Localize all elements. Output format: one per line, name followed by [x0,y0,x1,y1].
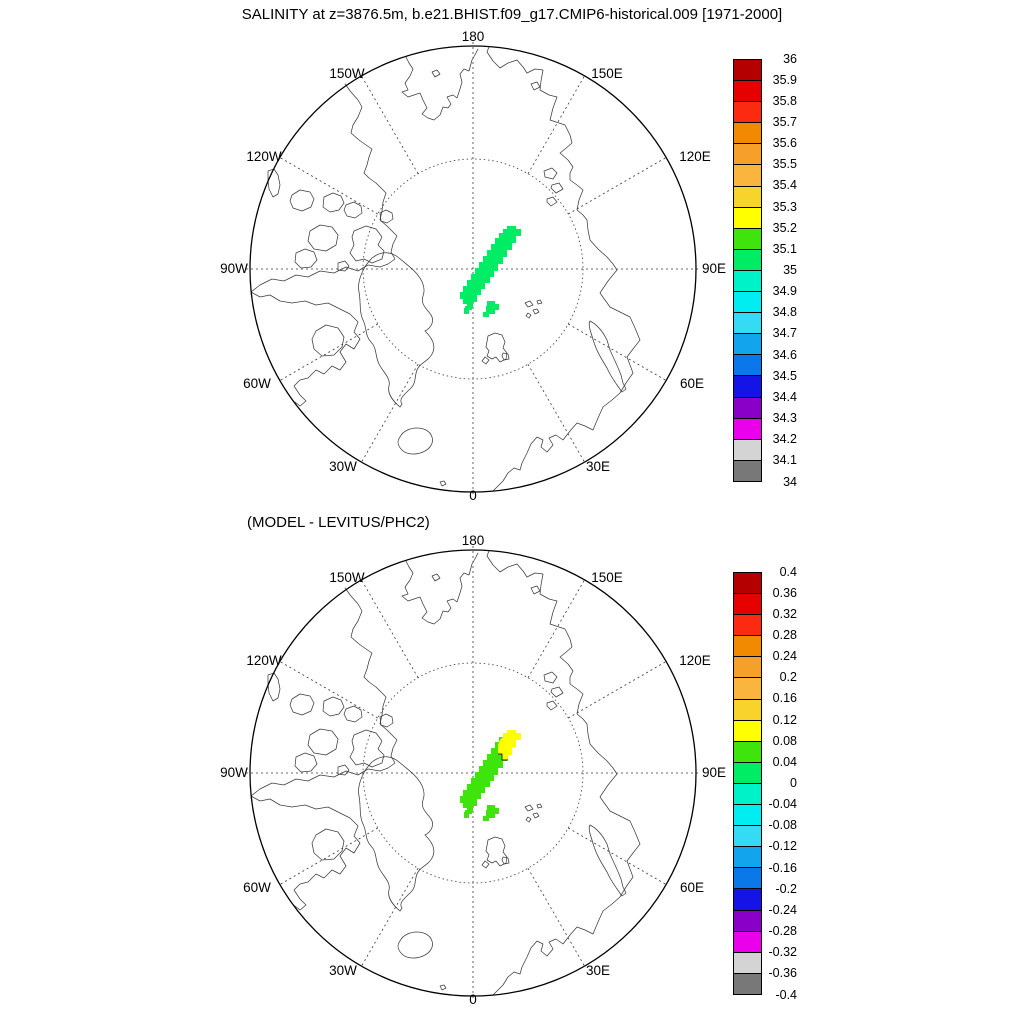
longitude-label: 150W [329,66,365,81]
colorbar-segment [733,101,762,123]
colorbar-tick-label: 0.2 [779,670,797,685]
colorbar-segment [733,333,762,355]
coastline [308,729,338,755]
data-patches [460,730,521,821]
colorbar-tick-label: 34.7 [772,326,797,341]
colorbar-segment [733,572,762,594]
coastline [251,84,397,406]
data-patches [460,226,521,317]
colorbar-segment [733,80,762,102]
colorbar-tick-label: 0.4 [779,564,797,579]
longitude-label: 60W [243,880,271,895]
colorbar-segment [733,973,762,995]
colorbar-tick-label: 35.5 [772,157,797,172]
colorbar-segment [733,122,762,144]
longitude-label: 90E [701,765,727,780]
coastline [402,553,478,624]
longitude-label: 120E [679,653,711,668]
coastline [350,226,384,263]
colorbar-tick-label: -0.32 [768,945,797,960]
colorbar-segment [733,931,762,953]
shaded-region [483,301,499,317]
coastline [350,730,384,767]
colorbar-difference [733,564,803,1002]
longitude-label: 30W [329,963,357,978]
coastline [380,210,393,223]
colorbar-segment [733,59,762,81]
coastline [251,588,397,910]
colorbar-tick-label: 34.3 [772,411,797,426]
coastline [482,861,489,868]
coastline [533,813,539,818]
longitude-label: 60W [243,376,271,391]
coastline [402,49,478,120]
colorbar-segment [733,375,762,397]
colorbar-tick-label: 34.2 [772,432,797,447]
coastline [531,82,540,90]
colorbar-tick-label: 35.7 [772,114,797,129]
colorbar [733,572,762,995]
colorbar-segment [733,418,762,440]
coastline [344,202,362,218]
longitude-label: 120W [246,149,282,164]
longitude-label: 60E [679,376,705,391]
colorbar-segment [733,888,762,910]
colorbar-segment [733,354,762,376]
coastline [486,837,507,866]
shaded-region [464,306,472,314]
coastline [312,829,344,860]
colorbar-segment [733,164,762,186]
coastline [589,825,626,896]
colorbar-segment [733,635,762,657]
coastline [338,261,349,271]
coastline [338,765,349,775]
shaded-region [460,226,521,308]
colorbar-segment [733,186,762,208]
coastline [295,753,317,772]
colorbar-segment [733,270,762,292]
colorbar-tick-label: 0.28 [772,627,797,642]
longitude-label: 90W [220,765,248,780]
coastline [440,985,446,990]
colorbar-segment [733,143,762,165]
colorbar-tick-label: 0.24 [772,649,797,664]
colorbar-segment [733,291,762,313]
coastline [440,481,446,486]
colorbar-tick-label: 35 [783,263,797,277]
longitude-label: 120W [246,653,282,668]
coastline [432,70,440,77]
coastline [589,321,626,392]
colorbar-tick-label: 34.8 [772,305,797,320]
coastline [525,301,533,307]
colorbar-segment [733,741,762,763]
longitude-label: 30E [585,963,611,978]
colorbar-tick-label: -0.08 [768,818,797,833]
coastline [323,697,344,716]
colorbar-tick-label: 0 [790,776,797,790]
coastline [290,190,314,211]
graticule [246,42,700,496]
colorbar-segment [733,249,762,271]
coastline [537,804,542,808]
longitude-label: 120E [679,149,711,164]
map-canvas [210,527,740,1019]
coastline [526,817,531,822]
colorbar-tick-label: 0.04 [772,754,797,769]
coastline [525,805,533,811]
colorbar-tick-label: 35.1 [772,241,797,256]
colorbar-tick-label: 35.6 [772,136,797,151]
coastline [312,325,344,356]
colorbar-tick-label: 35.4 [772,178,797,193]
longitude-label: 150W [329,570,365,585]
colorbar-tick-label: 0.08 [772,733,797,748]
longitude-label: 30E [585,459,611,474]
longitude-label: 180 [461,533,485,548]
colorbar-tick-label: -0.2 [775,881,797,896]
colorbar-tick-label: -0.12 [768,839,797,854]
colorbar-tick-label: 34.1 [772,453,797,468]
colorbar-tick-label: 0.32 [772,606,797,621]
colorbar-segment [733,439,762,461]
coastline [551,183,563,193]
coastline [526,313,531,318]
coastline [359,253,434,407]
colorbar-segment [733,846,762,868]
longitude-label: 0 [469,992,477,1007]
coastline [544,168,557,179]
colorbar-segment [733,593,762,615]
colorbar-tick-label: 34.9 [772,284,797,299]
colorbar-tick-label: 0.36 [772,585,797,600]
colorbar-tick-label: -0.04 [768,797,797,812]
colorbar-tick-label: 35.8 [772,93,797,108]
longitude-label: 90W [220,261,248,276]
colorbar-tick-label: 34.5 [772,368,797,383]
colorbar-segment [733,699,762,721]
colorbar-tick-label: 0.16 [772,691,797,706]
colorbar-tick-label: 35.2 [772,220,797,235]
colorbar-segment [733,762,762,784]
coastline [531,586,540,594]
colorbar-tick-label: 36 [783,51,797,66]
coastline [544,672,557,683]
coastline [398,428,433,454]
coastline [551,687,563,697]
colorbar-tick-label: 34.6 [772,347,797,362]
longitude-label: 60E [679,880,705,895]
colorbar [733,59,762,482]
colorbar-tick-label: -0.4 [775,987,797,1002]
colorbar-salinity [733,51,803,489]
graticule [246,546,700,1000]
coastline [547,701,557,710]
longitude-label: 0 [469,488,477,503]
colorbar-segment [733,460,762,482]
coastline [482,357,489,364]
shaded-region [464,810,472,818]
colorbar-segment [733,207,762,229]
colorbar-tick-label: -0.28 [768,924,797,939]
colorbar-segment [733,228,762,250]
coastline [398,932,433,958]
coastline [344,706,362,722]
coastline [537,300,542,304]
colorbar-segment [733,952,762,974]
colorbar-tick-label: 35.3 [772,199,797,214]
colorbar-tick-label: 35.9 [772,72,797,87]
longitude-label: 180 [461,29,485,44]
colorbar-segment [733,910,762,932]
coastline [290,694,314,715]
colorbar-segment [733,677,762,699]
longitude-label: 30W [329,459,357,474]
coastline [359,757,434,911]
coastline [547,197,557,206]
difference-panel-title: (MODEL - LEVITUS/PHC2) [247,514,430,531]
coastline [268,169,280,197]
coastline [268,673,280,701]
figure-title: SALINITY at z=3876.5m, b.e21.BHIST.f09_g17.CMIP6-historical.009 [1971-2000] [241,6,783,23]
polar-map-difference [210,527,740,1019]
colorbar-tick-label: -0.36 [768,966,797,981]
colorbar-segment [733,867,762,889]
coastline [486,333,507,362]
colorbar-segment [733,312,762,334]
coastline [295,249,317,268]
coastline [432,574,440,581]
colorbar-segment [733,825,762,847]
colorbar-tick-label: -0.24 [768,902,797,917]
longitude-label: 90E [701,261,727,276]
colorbar-tick-label: -0.16 [768,860,797,875]
map-canvas [210,23,740,515]
coastline [308,225,338,251]
coastline [533,309,539,314]
colorbar-segment [733,804,762,826]
colorbar-tick-label: 34.4 [772,389,797,404]
coastline [380,714,393,727]
colorbar-tick-label: 34 [783,474,797,489]
polar-map-salinity [210,23,740,515]
colorbar-tick-label: 0.12 [772,712,797,727]
longitude-label: 150E [591,570,623,585]
colorbar-segment [733,783,762,805]
shaded-region [483,805,499,821]
colorbar-segment [733,656,762,678]
colorbar-segment [733,614,762,636]
colorbar-segment [733,720,762,742]
colorbar-segment [733,397,762,419]
coastline [323,193,344,212]
longitude-label: 150E [591,66,623,81]
